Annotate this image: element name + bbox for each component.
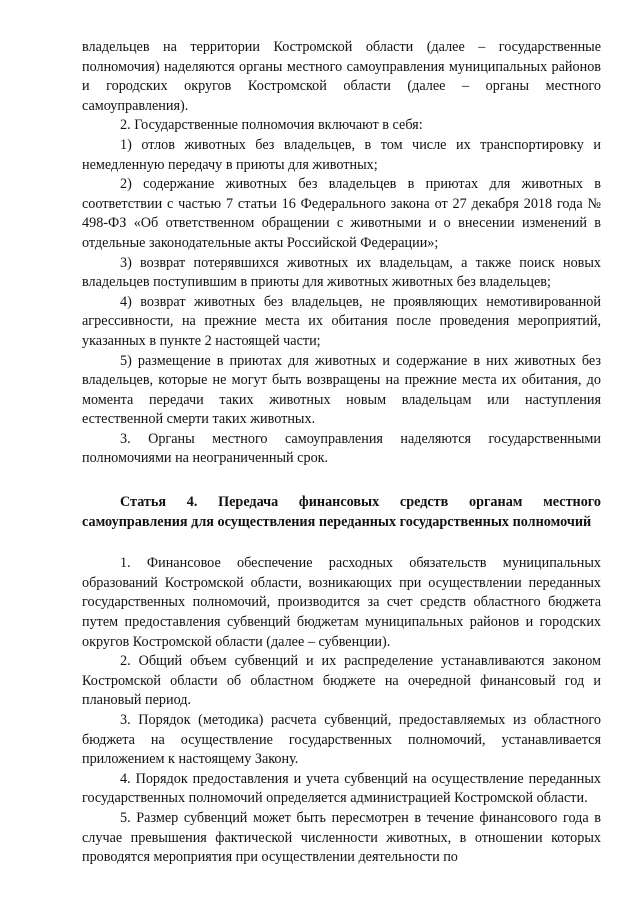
list-item: 1) отлов животных без владельцев, в том числе их транспортировку и немедленную передачу в приюты для животных; [82, 136, 601, 173]
list-item: 5) размещение в приютах для животных и содержание в них животных без владельцев, которые не могут быть возвращены на прежние места их обитания, до момента передачи таких животных новым владельцам или наступления естественной смерти таких животных. [82, 352, 601, 428]
article-paragraph: 1. Финансовое обеспечение расходных обязательств муниципальных образований Костромской области, возникающих при осуществлении переданных государственных полномочий, производится за счет средств областного бюджета путем предоставления субвенций бюджетам муниципальных районов и городских округов Костромской области (далее – субвенции). [82, 555, 601, 650]
article-paragraph: 3. Порядок (методика) расчета субвенций, предоставляемых из областного бюджета на осуществление государственных полномочий, устанавливается приложением к настоящему Закону. [82, 712, 601, 768]
list-item: 2) содержание животных без владельцев в приютах для животных в соответствии с частью 7 статьи 16 Федерального закона от 27 декабря 2018 года № 498-ФЗ «Об ответственном обращении с животными и о внесении изменений в отдельные законодательные акты Российской Федерации»; [82, 176, 601, 251]
article-4-title: Статья 4. Передача финансовых средств органам местного самоуправления для осуществления переданных государственных полномочий [82, 494, 601, 530]
clause-3: 3. Органы местного самоуправления наделяются государственными полномочиями на неограниченный срок. [82, 430, 601, 467]
article-4-body [82, 554, 601, 868]
list-item: 3) возврат потерявшихся животных их владельцам, а также поиск новых владельцев поступившим в приюты для животных животных без владельцев; [82, 254, 601, 291]
list-item: 4) возврат животных без владельцев, не проявляющих немотивированной агрессивности, на прежние места их обитания после проведения мероприятий, указанных в пункте 2 настоящей части; [82, 293, 601, 349]
intro-paragraph: владельцев на территории Костромской области (далее – государственные полномочия) наделяются органы местного самоуправления муниципальных районов и городских округов Костромской области (далее – органы местного самоуправления). [82, 39, 601, 114]
clause-2: 2. Государственные полномочия включают в себя: [120, 117, 423, 134]
article-paragraph: 5. Размер субвенций может быть пересмотрен в течение финансового года в случае превышения фактической численности животных, в отношении которых проводятся мероприятия при осуществлении деятельности по [82, 809, 601, 866]
article-paragraph: 4. Порядок предоставления и учета субвенций на осуществление переданных государственных полномочий определяется администрацией Костромской области. [82, 770, 601, 807]
article-paragraph: 2. Общий объем субвенций и их распределение устанавливаются законом Костромской области об областном бюджете на очередной финансовый год и плановый период. [82, 653, 601, 709]
